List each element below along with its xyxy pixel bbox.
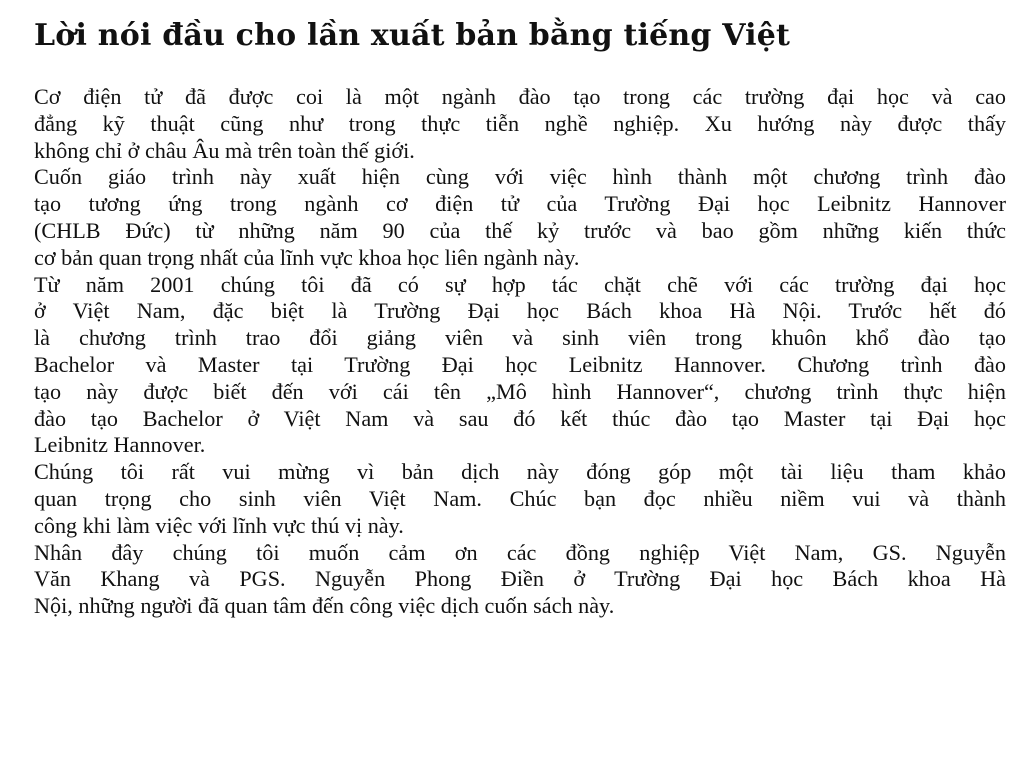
text-line: Chúng tôi rất vui mừng vì bản dịch này đóng góp một tài liệu tham khảo	[34, 459, 1006, 485]
text-line: tạo này được biết đến với cái tên „Mô hình Hannover“, chương trình thực hiện	[34, 378, 1006, 404]
text-line: (CHLB Đức) từ những năm 90 của thế kỷ trước và bao gồm những kiến thức	[34, 217, 1006, 243]
text-line: cơ bản quan trọng nhất của lĩnh vực khoa học liên ngành này.	[34, 244, 580, 270]
text-line: là chương trình trao đổi giảng viên và sinh viên trong khuôn khổ đào tạo	[34, 325, 1006, 351]
text-line: đẳng kỹ thuật cũng như trong thực tiễn nghề nghiệp. Xu hướng này được thấy	[34, 110, 1006, 136]
text-line: Leibnitz Hannover.	[34, 432, 206, 458]
text-line: không chỉ ở châu Âu mà trên toàn thế giới.	[34, 137, 415, 163]
paragraph-5	[34, 540, 1006, 620]
text-line: Bachelor và Master tại Trường Đại học Leibnitz Hannover. Chương trình đào	[34, 351, 1006, 377]
paragraph-2	[34, 164, 1006, 271]
text-line: quan trọng cho sinh viên Việt Nam. Chúc bạn đọc nhiều niềm vui và thành	[34, 485, 1006, 511]
document-page	[34, 14, 1006, 620]
text-line: tạo tương ứng trong ngành cơ điện tử của Trường Đại học Leibnitz Hannover	[34, 191, 1006, 217]
text-line: Nhân đây chúng tôi muốn cảm ơn các đồng nghiệp Việt Nam, GS. Nguyễn	[34, 539, 1006, 565]
text-line: Từ năm 2001 chúng tôi đã có sự hợp tác chặt chẽ với các trường đại học	[34, 271, 1006, 297]
document-body	[34, 84, 1006, 620]
text-line: đào tạo Bachelor ở Việt Nam và sau đó kết thúc đào tạo Master tại Đại học	[34, 405, 1006, 431]
text-line: Cuốn giáo trình này xuất hiện cùng với việc hình thành một chương trình đào	[34, 164, 1006, 190]
page-title: Lời nói đầu cho lần xuất bản bằng tiếng Việt	[34, 18, 791, 53]
paragraph-4	[34, 459, 1006, 539]
text-line: công khi làm việc với lĩnh vực thú vị này.	[34, 512, 404, 538]
text-line: Cơ điện tử đã được coi là một ngành đào tạo trong các trường đại học và cao	[34, 84, 1006, 109]
paragraph-1	[34, 84, 1006, 164]
text-line: Văn Khang và PGS. Nguyễn Phong Điền ở Trường Đại học Bách khoa Hà	[34, 566, 1006, 592]
text-line: ở Việt Nam, đặc biệt là Trường Đại học Bách khoa Hà Nội. Trước hết đó	[34, 298, 1006, 324]
text-line: Nội, những người đã quan tâm đến công việc dịch cuốn sách này.	[34, 593, 615, 619]
paragraph-3	[34, 272, 1006, 460]
